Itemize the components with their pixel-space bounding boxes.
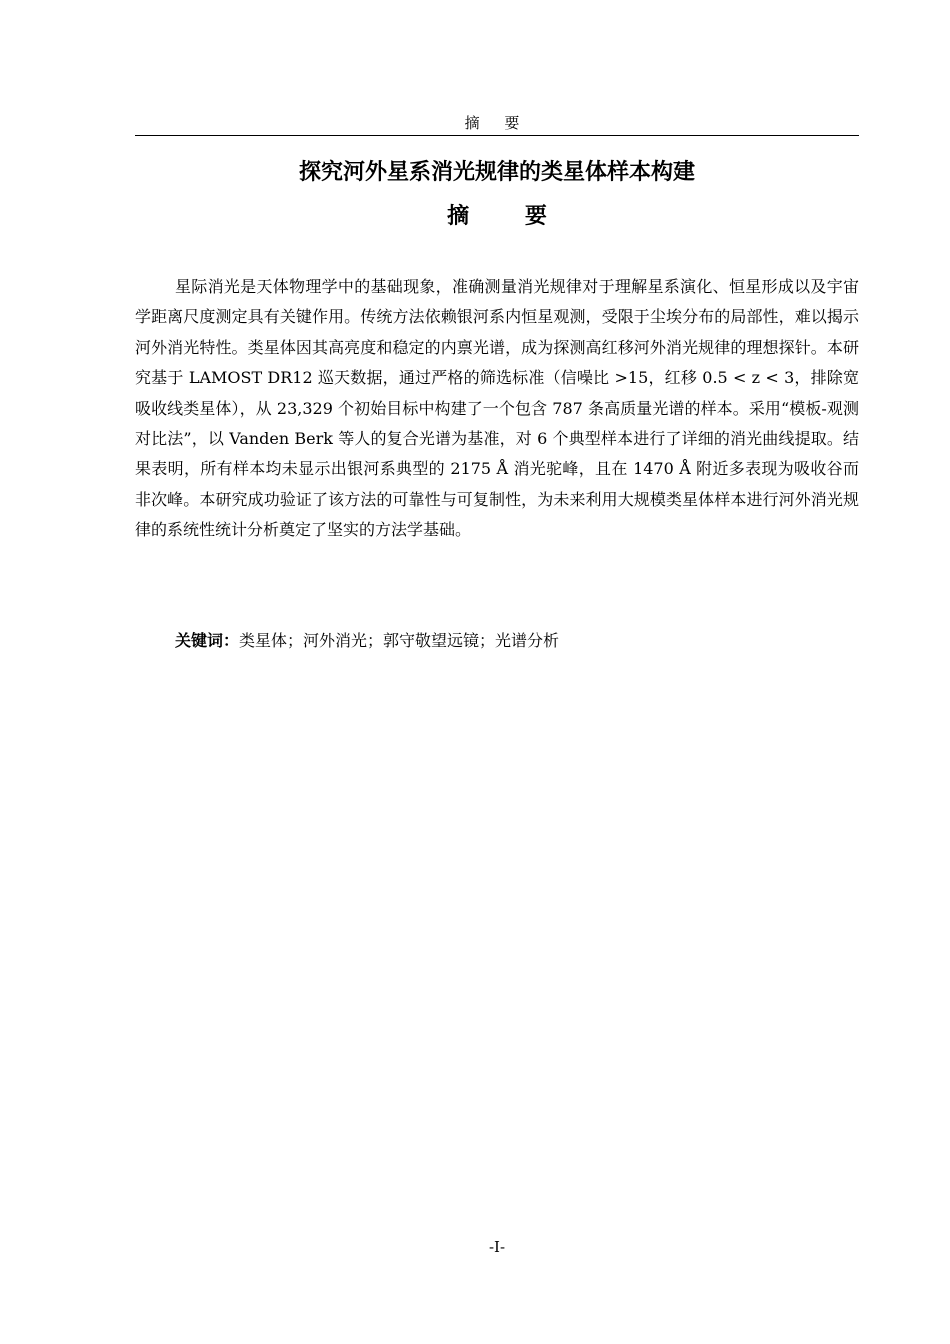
page-number: -I- <box>488 1238 506 1256</box>
header-rule <box>135 135 859 136</box>
running-header: 摘 要 <box>464 114 530 132</box>
abstract-heading: 摘 要 <box>447 204 571 229</box>
keywords-line <box>175 626 859 656</box>
abstract-body: 星际消光是天体物理学中的基础现象，准确测量消光规律对于理解星系演化、恒星形成以及宇宙学距离尺度测定具有关键作用。传统方法依赖银河系内恒星观测，受限于尘埃分布的局部性，难以揭示河外消光特性。类星体因其高亮度和稳定的内禀光谱，成为探测高红移河外消光规律的理想探针。本研究基于 LAMOST DR12 巡天数据，通过严格的筛选标准（信噪比 >15，红移 0.5 < z < 3，排除宽吸收线类星体），从 23,329 个初始目标中构建了一个包含 787 条高质量光谱的样本。采用“模板-观测对比法”，以 Vanden Berk 等人的复合光谱为基准，对 6 个典型样本进行了详细的消光曲线提取。结果表明，所有样本均未显示出银河系典型的 2175 Å 消光驼峰，且在 1470 Å 附近多表现为吸收谷而非次峰。本研究成功验证了该方法的可靠性与可复制性，为未来利用大规模类星体样本进行河外消光规律的系统性统计分析奠定了坚实的方法学基础。 <box>135 277 859 540</box>
keywords-label: 关键词： <box>175 631 240 650</box>
thesis-title: 探究河外星系消光规律的类星体样本构建 <box>298 160 695 185</box>
keywords-list: 类星体；河外消光；郭守敬望远镜；光谱分析 <box>239 631 560 650</box>
